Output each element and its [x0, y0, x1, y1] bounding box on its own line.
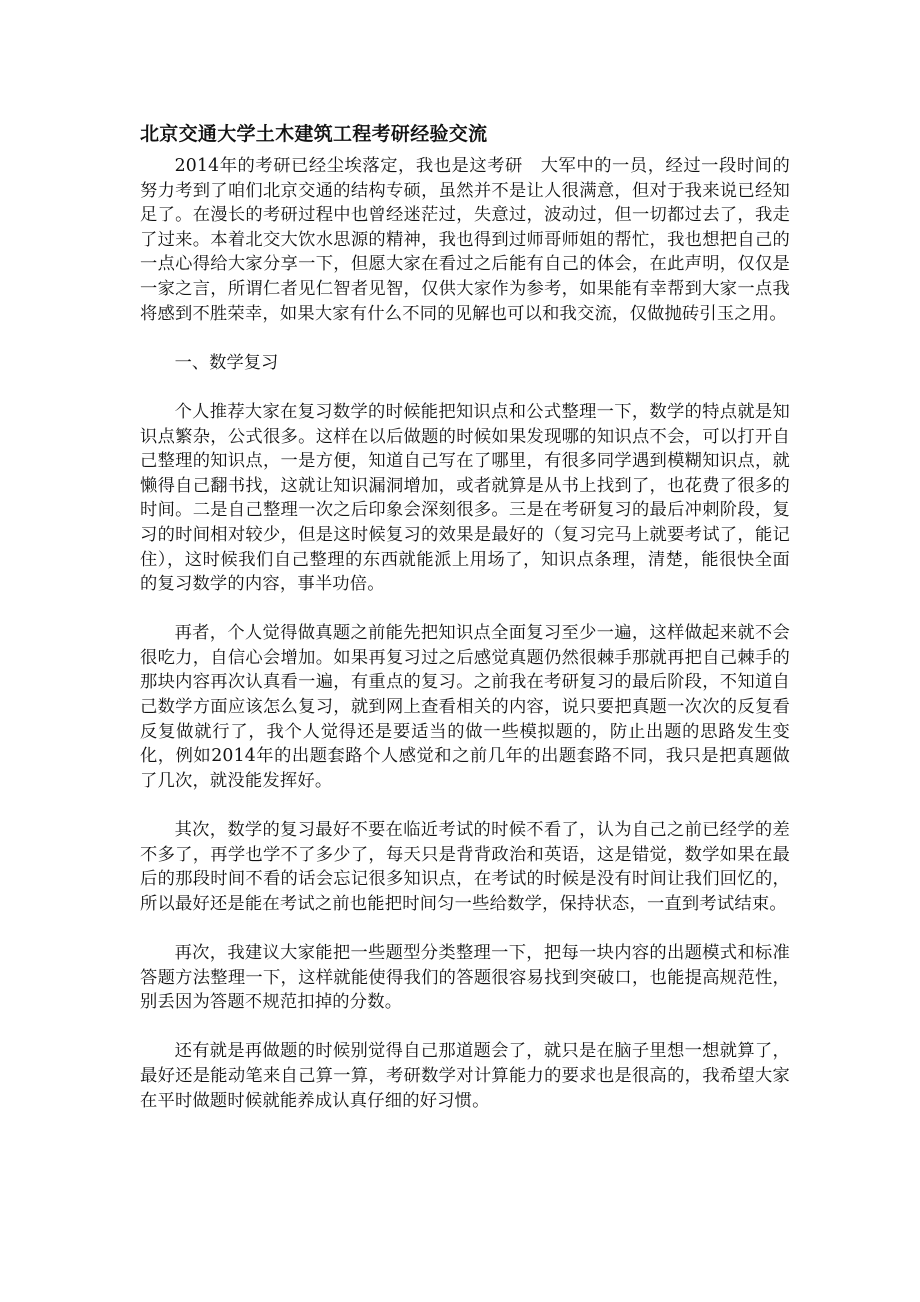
document-title: 北京交通大学土木建筑工程考研经验交流	[140, 123, 488, 145]
body-paragraph: 还有就是再做题的时候别觉得自己那道题会了，就只是在脑子里想一想就算了，最好还是能动笔来自己算一算，考研数学对计算能力的要求也是很高的，我希望大家在平时做题时候就能养成认真仔细的好习惯。	[140, 1041, 790, 1111]
intro-paragraph: 2014年的考研已经尘埃落定，我也是这考研 大军中的一员，经过一段时间的努力考到了咱们北京交通的结构专硕，虽然并不是让人很满意，但对于我来说已经知足了。在漫长的考研过程中也曾经迷茫过，失意过，波动过，但一切都过去了，我走了过来。本着北交大饮水思源的精神，我也得到过师哥师姐的帮忙，我也想把自己的一点心得给大家分享一下，但愿大家在看过之后能有自己的体会，在此声明，仅仅是一家之言，所谓仁者见仁智者见智，仅供大家作为参考，如果能有幸帮到大家一点我将感到不胜荣幸，如果大家有什么不同的见解也可以和我交流，仅做抛砖引玉之用。	[140, 156, 790, 324]
section-heading-math: 一、数学复习	[174, 352, 279, 373]
body-paragraph: 再次，我建议大家能把一些题型分类整理一下，把每一块内容的出题模式和标准答题方法整理一下，这样就能使得我们的答题很容易找到突破口，也能提高规范性，别丢因为答题不规范扣掉的分数。	[140, 943, 790, 1013]
body-paragraph: 再者，个人觉得做真题之前能先把知识点全面复习至少一遍，这样做起来就不会很吃力，自信心会增加。如果再复习过之后感觉真题仍然很棘手那就再把自己棘手的那块内容再次认真看一遍，有重点的复习。之前我在考研复习的最后阶段，不知道自己数学方面应该怎么复习，就到网上查看相关的内容，说只要把真题一次次的反复看反复做就行了，我个人觉得还是要适当的做一些模拟题的，防止出题的思路发生变化，例如2014年的出题套路个人感觉和之前几年的出题套路不同，我只是把真题做了几次，就没能发挥好。	[140, 623, 790, 791]
body-paragraph: 个人推荐大家在复习数学的时候能把知识点和公式整理一下，数学的特点就是知识点繁杂，公式很多。这样在以后做题的时候如果发现哪的知识点不会，可以打开自己整理的知识点，一是方便，知道自己写在了哪里，有很多同学遇到模糊知识点，就懒得自己翻书找，这就让知识漏洞增加，或者就算是从书上找到了，也花费了很多的时间。二是自己整理一次之后印象会深刻很多。三是在考研复习的最后冲刺阶段，复习的时间相对较少，但是这时候复习的效果是最好的（复习完马上就要考试了，能记住），这时候我们自己整理的东西就能派上用场了，知识点条理，清楚，能很快全面的复习数学的内容，事半功倍。	[140, 401, 790, 595]
body-paragraph: 其次，数学的复习最好不要在临近考试的时候不看了，认为自己之前已经学的差不多了，再学也学不了多少了，每天只是背背政治和英语，这是错觉，数学如果在最后的那段时间不看的话会忘记很多知识点，在考试的时候是没有时间让我们回忆的，所以最好还是能在考试之前也能把时间匀一些给数学，保持状态，一直到考试结束。	[140, 820, 790, 914]
document-page	[140, 118, 790, 1113]
